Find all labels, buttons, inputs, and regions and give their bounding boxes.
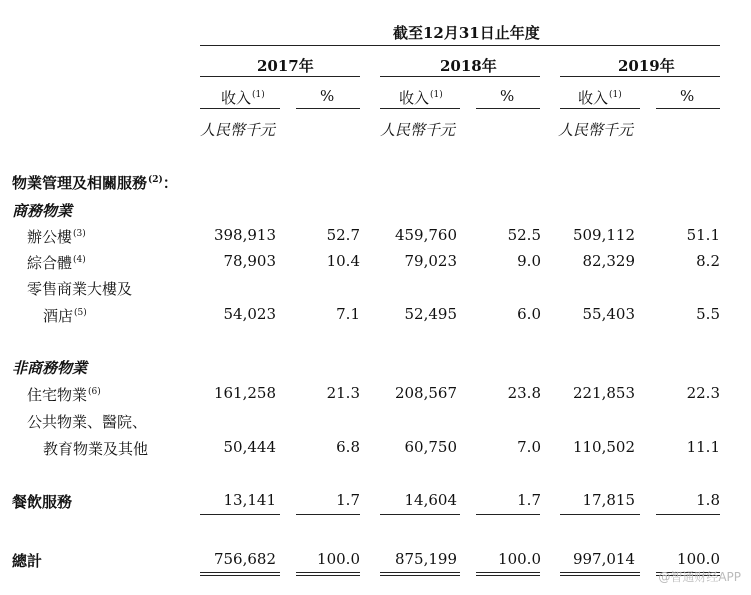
year-rule-2017 bbox=[200, 76, 360, 77]
row-label-public-line2: 教育物業及其他 bbox=[43, 440, 149, 458]
cell: 55,403 bbox=[582, 305, 635, 323]
cell: 7.1 bbox=[336, 305, 360, 323]
cell: 79,023 bbox=[404, 252, 457, 270]
cell: 13,141 bbox=[223, 491, 276, 509]
watermark: @智通财经APP bbox=[658, 570, 741, 584]
cell: 756,682 bbox=[213, 550, 276, 568]
catering-rule-1 bbox=[200, 514, 280, 515]
catering-rule-3 bbox=[380, 514, 460, 515]
sub-rule-4 bbox=[476, 108, 540, 109]
sub-rule-2 bbox=[296, 108, 360, 109]
total-rule-2 bbox=[296, 572, 360, 576]
total-rule-5 bbox=[560, 572, 640, 576]
cell: 100.0 bbox=[498, 550, 541, 568]
cell: 9.0 bbox=[517, 252, 541, 270]
revenue-header-2017: 收入$^{(1)}$ bbox=[221, 89, 265, 107]
sub-rule-3 bbox=[380, 108, 460, 109]
revenue-header-2018: 收入$^{(1)}$ bbox=[399, 89, 443, 107]
cell: 52.7 bbox=[326, 226, 360, 244]
cell: 8.2 bbox=[696, 252, 720, 270]
revenue-header-2019: 收入$^{(1)}$ bbox=[578, 89, 622, 107]
unit-2018: 人民幣千元 bbox=[380, 121, 456, 139]
cell: 6.0 bbox=[517, 305, 541, 323]
catering-rule-6 bbox=[656, 514, 720, 515]
year-2019: 2019年 bbox=[618, 57, 675, 75]
row-label-residential: 住宅物業$^{(6)}$ bbox=[27, 386, 101, 404]
cell: 509,112 bbox=[572, 226, 635, 244]
year-2017: 2017年 bbox=[257, 57, 314, 75]
cell: 54,023 bbox=[223, 305, 276, 323]
year-rule-2019 bbox=[560, 76, 720, 77]
cell: 6.8 bbox=[336, 438, 360, 456]
cell: 78,903 bbox=[223, 252, 276, 270]
catering-rule-4 bbox=[476, 514, 540, 515]
cell: 997,014 bbox=[572, 550, 635, 568]
pct-header-2019: % bbox=[680, 87, 695, 105]
cell: 161,258 bbox=[213, 384, 276, 402]
row-label-catering: 餐飲服務 bbox=[12, 493, 73, 511]
cell: 23.8 bbox=[507, 384, 541, 402]
row-label-retail-line1: 零售商業大樓及 bbox=[27, 280, 133, 298]
cell: 1.8 bbox=[696, 491, 720, 509]
catering-rule-2 bbox=[296, 514, 360, 515]
section-commercial: 商務物業 bbox=[12, 202, 73, 220]
year-2018: 2018年 bbox=[440, 57, 497, 75]
cell: 82,329 bbox=[582, 252, 635, 270]
cell: 100.0 bbox=[677, 550, 720, 568]
pct-header-2018: % bbox=[500, 87, 515, 105]
cell: 50,444 bbox=[223, 438, 276, 456]
cell: 221,853 bbox=[572, 384, 635, 402]
cell: 1.7 bbox=[517, 491, 541, 509]
section-non-commercial: 非商務物業 bbox=[12, 359, 88, 377]
cell: 14,604 bbox=[404, 491, 457, 509]
cell: 51.1 bbox=[686, 226, 720, 244]
cell: 398,913 bbox=[213, 226, 276, 244]
unit-2017: 人民幣千元 bbox=[200, 121, 276, 139]
catering-rule-5 bbox=[560, 514, 640, 515]
row-label-office: 辦公樓$^{(3)}$ bbox=[27, 228, 86, 246]
total-rule-1 bbox=[200, 572, 280, 576]
cell: 11.1 bbox=[686, 438, 720, 456]
total-rule-4 bbox=[476, 572, 540, 576]
cell: 459,760 bbox=[394, 226, 457, 244]
cell: 52,495 bbox=[404, 305, 457, 323]
row-label-total: 總計 bbox=[12, 552, 43, 570]
row-label-retail-line2: 酒店$^{(5)}$ bbox=[43, 307, 87, 325]
sub-rule-6 bbox=[656, 108, 720, 109]
cell: 52.5 bbox=[507, 226, 541, 244]
section-property-services: 物業管理及相關服務$^{(2)}$： bbox=[12, 174, 178, 192]
cell: 208,567 bbox=[394, 384, 457, 402]
cell: 110,502 bbox=[572, 438, 635, 456]
cell: 5.5 bbox=[696, 305, 720, 323]
cell: 875,199 bbox=[394, 550, 457, 568]
period-rule bbox=[200, 45, 720, 46]
cell: 1.7 bbox=[336, 491, 360, 509]
cell: 100.0 bbox=[317, 550, 360, 568]
unit-2019: 人民幣千元 bbox=[558, 121, 634, 139]
cell: 10.4 bbox=[326, 252, 360, 270]
sub-rule-5 bbox=[560, 108, 640, 109]
row-label-public-line1: 公共物業、醫院、 bbox=[27, 413, 148, 431]
cell: 7.0 bbox=[517, 438, 541, 456]
cell: 22.3 bbox=[686, 384, 720, 402]
sub-rule-1 bbox=[200, 108, 280, 109]
total-rule-3 bbox=[380, 572, 460, 576]
year-rule-2018 bbox=[380, 76, 540, 77]
cell: 60,750 bbox=[404, 438, 457, 456]
cell: 17,815 bbox=[582, 491, 635, 509]
cell: 21.3 bbox=[326, 384, 360, 402]
period-title: 截至12月31日止年度 bbox=[393, 24, 540, 42]
row-label-complex: 綜合體$^{(4)}$ bbox=[27, 254, 86, 272]
pct-header-2017: % bbox=[320, 87, 335, 105]
